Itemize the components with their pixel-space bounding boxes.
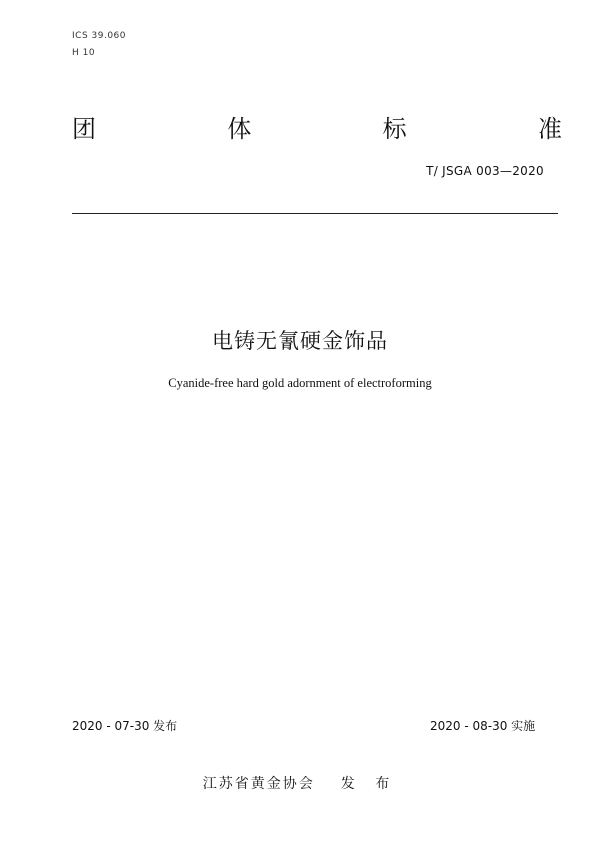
implementation-date: 2020 - 08-30 实施 bbox=[430, 719, 536, 733]
header-divider bbox=[72, 213, 558, 214]
document-title-english: Cyanide-free hard gold adornment of electroforming bbox=[168, 376, 432, 390]
document-title-chinese: 电铸无氰硬金饰品 bbox=[212, 329, 388, 353]
ics-code: ICS 39.060 bbox=[72, 31, 127, 41]
standard-type-char: 团 bbox=[72, 115, 96, 143]
classification-code: H 10 bbox=[72, 48, 96, 58]
standard-number: T/ JSGA 003—2020 bbox=[426, 164, 544, 178]
standard-type-char: 体 bbox=[227, 115, 252, 143]
issuer-line bbox=[0, 773, 600, 793]
issuer-action: 发 布 bbox=[340, 776, 398, 792]
release-date: 2020 - 07-30 发布 bbox=[72, 719, 178, 733]
standard-type-char: 标 bbox=[382, 115, 407, 143]
issuer-name: 江苏省黄金协会 bbox=[202, 776, 315, 792]
standard-type-char: 准 bbox=[537, 115, 562, 143]
standard-type-heading bbox=[72, 112, 562, 146]
